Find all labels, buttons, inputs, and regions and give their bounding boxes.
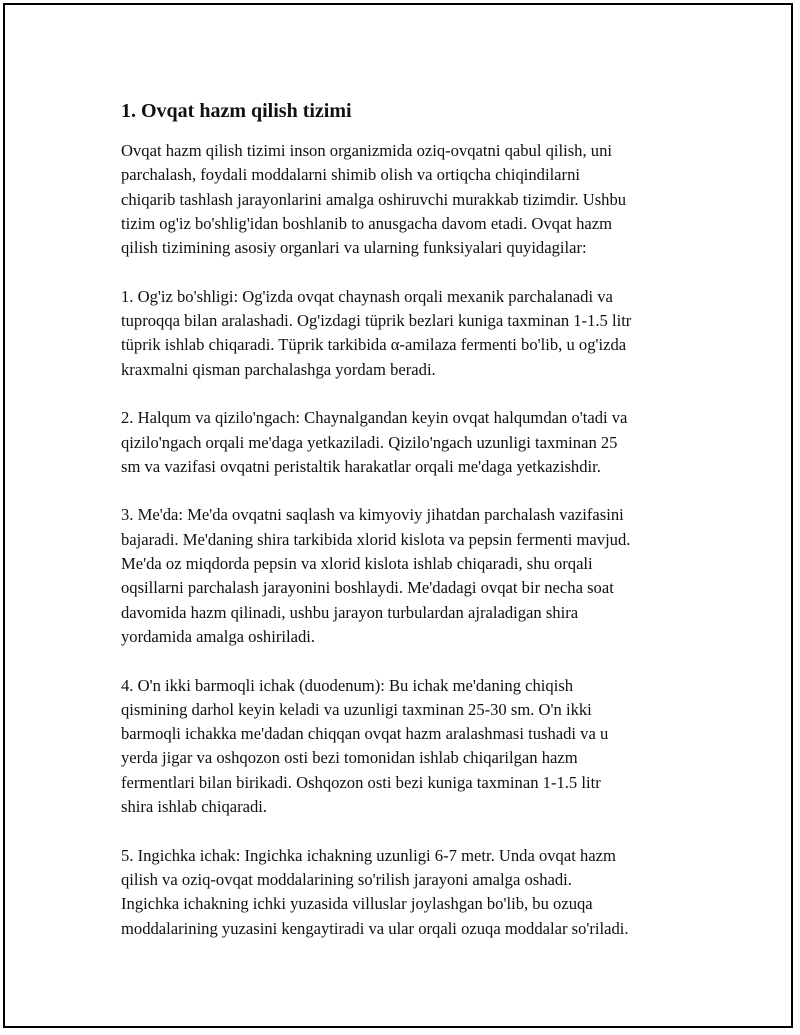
text-line: 4. O'n ikki barmoqli ichak (duodenum): Bu ichak me'daning chiqish: [121, 675, 574, 695]
text-line: qilish tizimining asosiy organlari va ularning funksiyalari quyidagilar:: [121, 238, 587, 258]
text-line: yordamida amalga oshiriladi.: [121, 626, 315, 646]
text-line: bajaradi. Me'daning shira tarkibida xlorid kislota va pepsin fermenti mavjud.: [121, 529, 631, 549]
text-line: 3. Me'da: Me'da ovqatni saqlash va kimyoviy jihatdan parchalash vazifasini: [121, 505, 624, 525]
text-line: fermentlari bilan birikadi. Oshqozon osti bezi kuniga taxminan 1-1.5 litr: [121, 772, 601, 792]
text-line: chiqarib tashlash jarayonlarini amalga oshiruvchi murakkab tizimdir. Ushbu: [121, 189, 627, 209]
text-line: shira ishlab chiqaradi.: [121, 797, 268, 817]
text-line: tuproqqa bilan aralashadi. Og'izdagi tüprik bezlari kuniga taxminan 1-1.5 litr: [121, 311, 632, 331]
document-content: [121, 97, 701, 965]
text-line: qizilo'ngach orqali me'daga yetkaziladi. Qizilo'ngach uzunligi taxminan 25: [121, 432, 618, 452]
text-line: parchalash, foydali moddalarni shimib olish va ortiqcha chiqindilarni: [121, 165, 580, 185]
text-line: Ingichka ichakning ichki yuzasida villuslar joylashgan bo'lib, bu ozuqa: [121, 894, 593, 914]
duodenum-paragraph: [121, 674, 701, 820]
text-line: Me'da oz miqdorda pepsin va xlorid kislota ishlab chiqaradi, shu orqali: [121, 554, 593, 574]
text-line: sm va vazifasi ovqatni peristaltik harakatlar orqali me'daga yetkazishdir.: [121, 456, 601, 476]
section-heading: 1. Ovqat hazm qilish tizimi: [121, 100, 352, 122]
esophagus-paragraph: [121, 406, 701, 479]
intro-paragraph: [121, 139, 701, 260]
text-line: yerda jigar va oshqozon osti bezi tomonidan ishlab chiqarilgan hazm: [121, 748, 578, 768]
text-line: kraxmalni qisman parchalashga yordam beradi.: [121, 359, 436, 379]
text-line: Ovqat hazm qilish tizimi inson organizmida oziq-ovqatni qabul qilish, uni: [121, 141, 612, 160]
text-line: 2. Halqum va qizilo'ngach: Chaynalgandan keyin ovqat halqumdan o'tadi va: [121, 408, 628, 428]
document-page: [3, 3, 793, 1028]
text-line: qilish va oziq-ovqat moddalarining so'rilish jarayoni amalga oshadi.: [121, 869, 572, 889]
stomach-paragraph: [121, 503, 701, 649]
text-line: oqsillarni parchalash jarayonini boshlaydi. Me'dadagi ovqat bir necha soat: [121, 578, 614, 598]
text-line: 1. Og'iz bo'shligi: Og'izda ovqat chaynash orqali mexanik parchalanadi va: [121, 286, 613, 306]
text-line: 5. Ingichka ichak: Ingichka ichakning uzunligi 6-7 metr. Unda ovqat hazm: [121, 845, 616, 865]
text-line: tüprik ishlab chiqaradi. Tüprik tarkibida α-amilaza fermenti bo'lib, u og'izda: [121, 335, 627, 355]
text-line: barmoqli ichakka me'dadan chiqqan ovqat hazm aralashmasi tushadi va u: [121, 724, 609, 744]
text-line: davomida hazm qilinadi, ushbu jarayon turbulardan ajraladigan shira: [121, 602, 579, 622]
text-line: tizim og'iz bo'shlig'idan boshlanib to anusgacha davom etadi. Ovqat hazm: [121, 213, 612, 233]
mouth-paragraph: [121, 285, 701, 382]
text-line: moddalarining yuzasini kengaytiradi va ular orqali ozuqa moddalar so'riladi.: [121, 918, 629, 938]
text-line: qismining darhol keyin keladi va uzunligi taxminan 25-30 sm. O'n ikki: [121, 699, 592, 719]
small-intestine-paragraph: [121, 844, 701, 941]
